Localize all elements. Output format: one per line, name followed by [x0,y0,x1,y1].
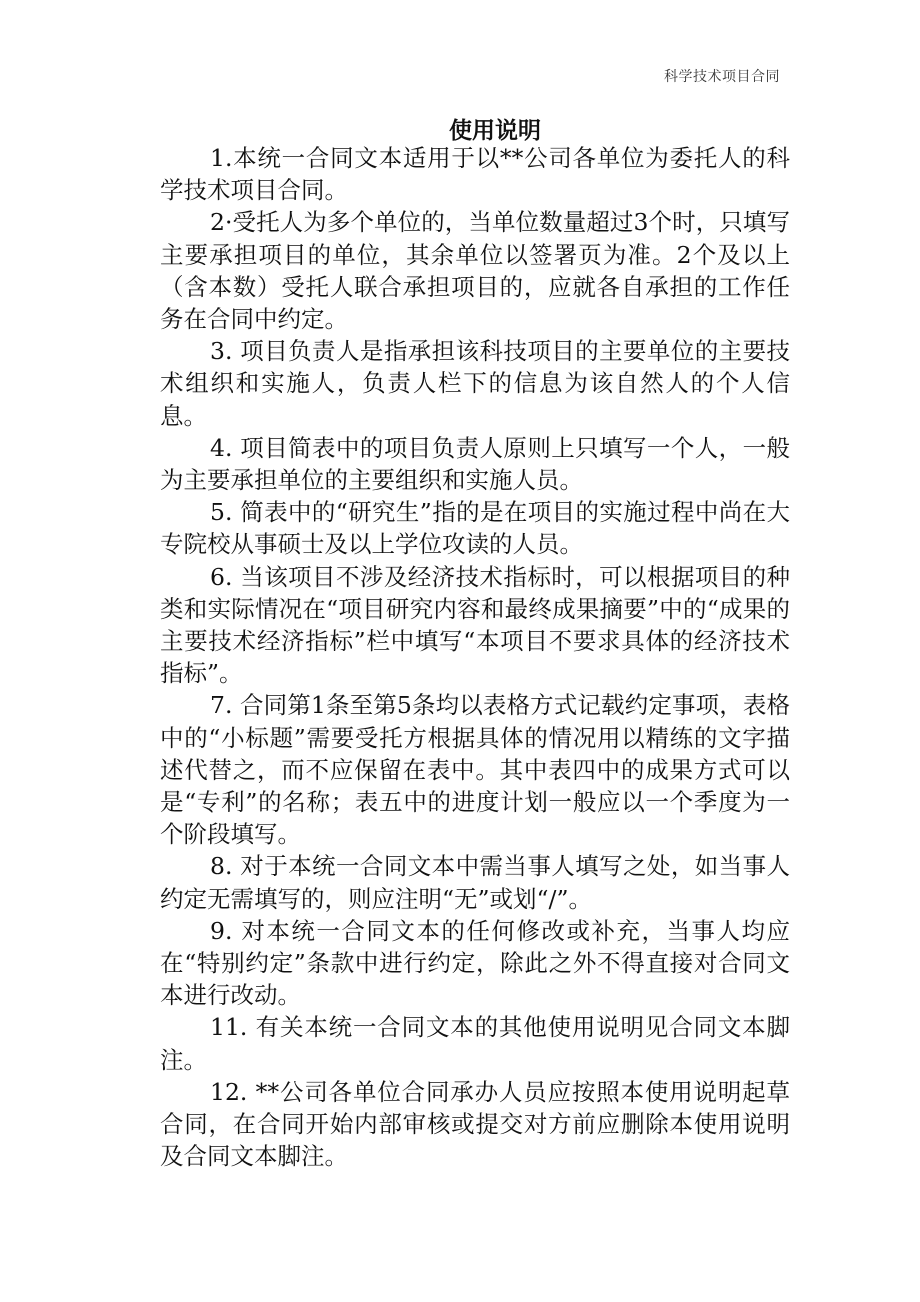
running-header: 科学技术项目合同 [664,69,780,85]
instruction-item-12: 12. **公司各单位合同承办人员应按照本使用说明起草合同，在合同开始内部审核或提交对方前应删除本使用说明及合同文本脚注。 [160,1077,790,1171]
instruction-item-8: 8. 对于本统一合同文本中需当事人填写之处，如当事人约定无需填写的，则应注明“无”或划“/”。 [160,852,791,913]
instruction-item-2: 2·受托人为多个单位的，当单位数量超过3个时，只填写主要承担项目的单位，其余单位以签署页为准。2个及以上（含本数）受托人联合承担项目的，应就各自承担的工作任务在合同中约定。 [160,208,790,334]
instruction-item-4: 4. 项目简表中的项目负责人原则上只填写一个人，一般为主要承担单位的主要组织和实施人员。 [160,433,791,495]
instruction-item-6: 6. 当该项目不涉及经济技术指标时，可以根据项目的种类和实际情况在“项目研究内容和最终成果摘要”中的“成果的主要技术经济指标”栏中填写“本项目不要求具体的经济技术指标”。 [160,562,791,688]
instruction-item-9: 9. 对本统一合同文本的任何修改或补充，当事人均应在“特别约定”条款中进行约定，除此之外不得直接对合同文本进行改动。 [160,916,790,1010]
instruction-item-7: 7. 合同第1条至第5条均以表格方式记载约定事项，表格中的“小标题”需要受托方根据具体的情况用以精练的文字描述代替之，而不应保留在表中。其中表四中的成果方式可以是“专利”的名称；表五中的进度计划一般应以一个季度为一个阶段填写。 [160,691,790,849]
instruction-item-3: 3. 项目负责人是指承担该科技项目的主要单位的主要技术组织和实施人，负责人栏下的信息为该自然人的个人信息。 [160,337,791,430]
instruction-item-11: 11. 有关本统一合同文本的其他使用说明见合同文本脚注。 [160,1013,790,1074]
instructions-body [160,142,790,1173]
instruction-item-1: 1.本统一合同文本适用于以**公司各单位为委托人的科学技术项目合同。 [160,144,790,205]
instruction-item-5: 5. 简表中的“研究生”指的是在项目的实施过程中尚在大专院校从事硕士及以上学位攻读的人员。 [160,498,790,559]
page-title: 使用说明 [449,118,541,144]
